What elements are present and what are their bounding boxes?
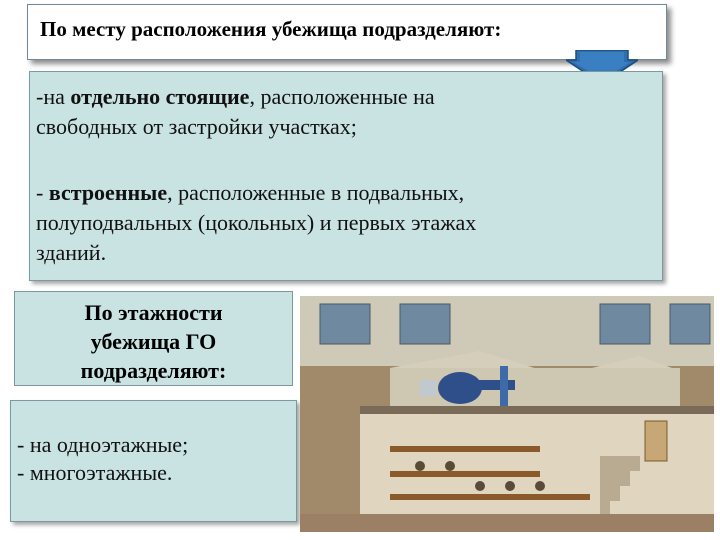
item1-rest: , расположенные на bbox=[249, 84, 435, 109]
item1-line2: свободных от застройки участках; bbox=[36, 114, 357, 139]
item2-prefix: - bbox=[36, 180, 49, 205]
item2-line2: полуподвальных (цокольных) и первых этажах bbox=[36, 210, 477, 235]
floors-title bbox=[15, 298, 292, 385]
shelter-cutaway-illustration bbox=[300, 296, 714, 532]
location-item-freestanding bbox=[36, 82, 435, 142]
page-title: По месту расположения убежища подразделяют: bbox=[40, 17, 502, 41]
floors-list-panel bbox=[10, 400, 297, 522]
list-item: - многоэтажные. bbox=[17, 460, 173, 485]
floors-title-line1: По этажности bbox=[84, 300, 223, 325]
location-item-built-in bbox=[36, 178, 476, 268]
list-item: - на одноэтажные; bbox=[17, 432, 189, 457]
floors-title-box bbox=[14, 291, 293, 386]
location-types-panel bbox=[29, 71, 663, 281]
item2-term: встроенные bbox=[48, 180, 168, 205]
floors-title-line3: подразделяют: bbox=[80, 358, 227, 383]
floors-title-line2: убежища ГО bbox=[90, 329, 217, 354]
item1-prefix: -на bbox=[36, 84, 71, 109]
item1-term: отдельно стоящие bbox=[70, 84, 250, 109]
item2-rest: , расположенные в подвальных, bbox=[167, 180, 465, 205]
item2-line3: зданий. bbox=[36, 240, 107, 265]
